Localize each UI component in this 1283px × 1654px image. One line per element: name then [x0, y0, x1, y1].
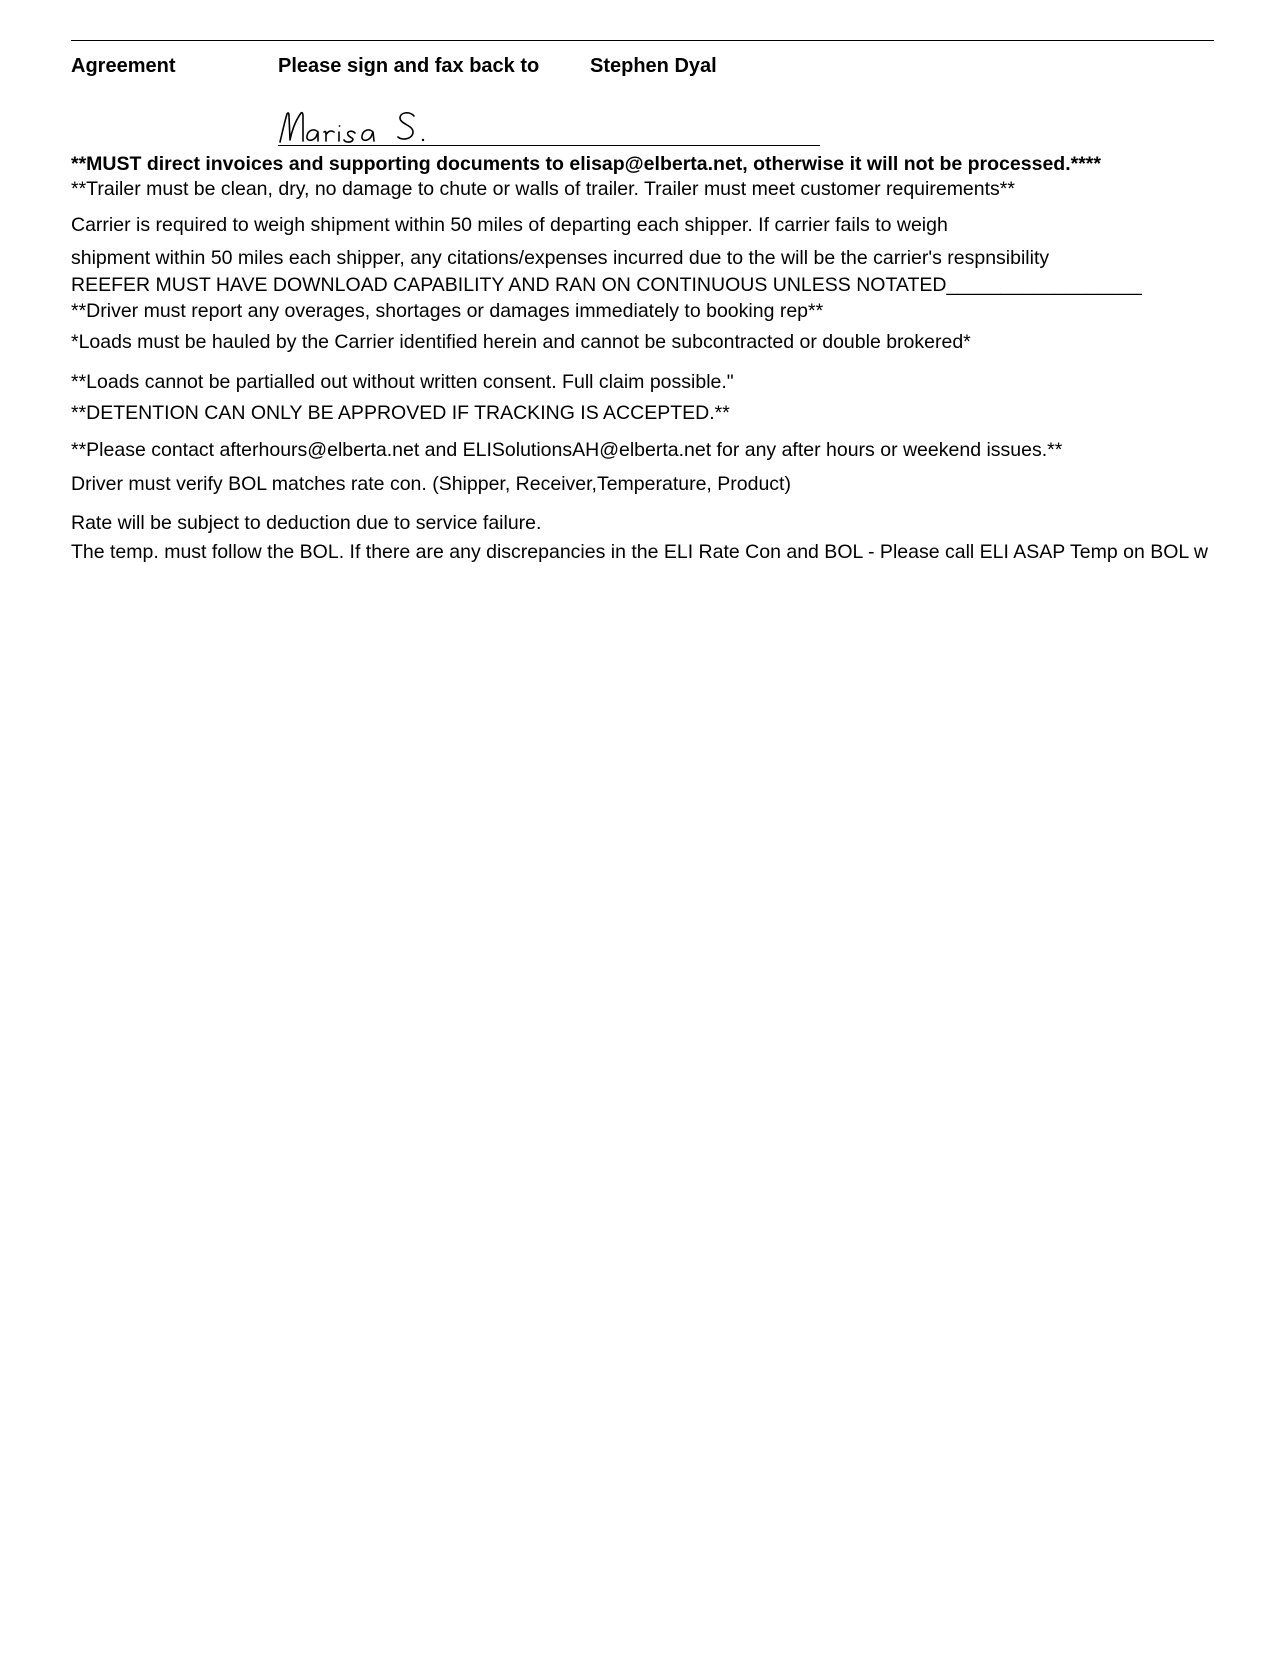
term-partial: **Loads cannot be partialled out without written consent. Full claim possible.": [71, 371, 734, 393]
term-deduction: Rate will be subject to deduction due to service failure.: [71, 512, 542, 534]
term-detention: **DETENTION CAN ONLY BE APPROVED IF TRACKING IS ACCEPTED.**: [71, 402, 730, 424]
term-reefer: REEFER MUST HAVE DOWNLOAD CAPABILITY AND RAN ON CONTINUOUS UNLESS NOTATED__________________: [71, 274, 1142, 296]
sign-instruction: Please sign and fax back to: [278, 55, 540, 77]
agreement-label: Agreement: [71, 55, 176, 77]
term-verify-bol: Driver must verify BOL matches rate con. (Shipper, Receiver,Temperature, Product): [71, 473, 791, 495]
contact-name: Stephen Dyal: [590, 55, 717, 77]
term-invoices: **MUST direct invoices and supporting documents to elisap@elberta.net, otherwise it will not be processed.****: [71, 153, 1101, 175]
signature-line: [278, 145, 820, 146]
term-trailer: **Trailer must be clean, dry, no damage to chute or walls of trailer. Trailer must meet customer requirements**: [71, 178, 1015, 200]
term-temp-bol: The temp. must follow the BOL. If there are any discrepancies in the ELI Rate Con and BOL - Please call ELI ASAP Temp on BOL w: [71, 541, 1209, 563]
top-rule: [71, 40, 1214, 41]
term-weigh-2: shipment within 50 miles each shipper, any citations/expenses incurred due to the will be the carrier's respnsibility: [71, 247, 1050, 269]
signature-image: [274, 104, 474, 150]
term-after-hours: **Please contact afterhours@elberta.net and ELISolutionsAH@elberta.net for any after hours or weekend issues.**: [71, 439, 1063, 461]
term-driver-report: **Driver must report any overages, shortages or damages immediately to booking rep**: [71, 300, 824, 322]
term-weigh-1: Carrier is required to weigh shipment within 50 miles of departing each shipper. If carrier fails to weigh: [71, 214, 948, 236]
term-no-brokering: *Loads must be hauled by the Carrier identified herein and cannot be subcontracted or double brokered*: [71, 331, 971, 353]
